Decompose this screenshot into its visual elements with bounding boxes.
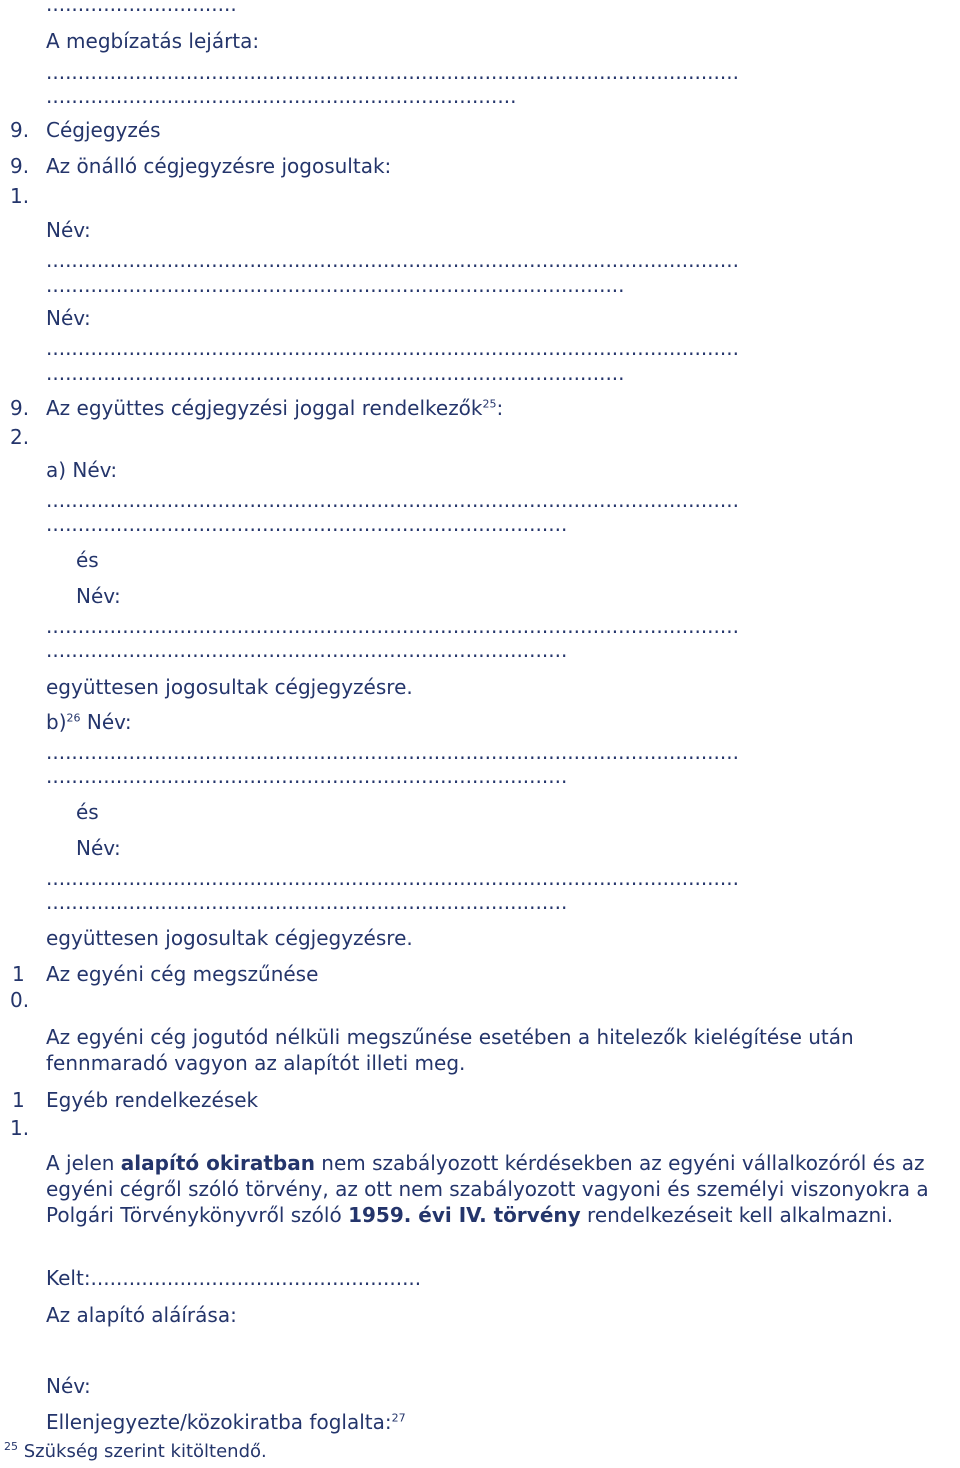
dots-line: .............................................................................................................	[46, 338, 739, 358]
section-paragraph: A jelen alapító okiratban nem szabályozott kérdésekben az egyéni vállalkozóról és az egyéni cégről szóló törvény, az ott nem szabályozott vagyoni és személyi viszonyokra a Polgári Törvénykönyvről szóló 1959. évi IV. törvény rendelkezéseit kell alkalmazni.	[46, 1151, 929, 1227]
dated-line: Kelt:....................................................	[46, 1266, 422, 1290]
dots-line: .............................................................................................................	[46, 868, 739, 888]
dots-line: ...........................................................................................	[46, 363, 625, 383]
section-title: Az önálló cégjegyzésre jogosultak:	[46, 154, 392, 178]
dots-line: .............................................................................................................	[46, 62, 739, 82]
dots-line: ..................................................................................	[46, 892, 568, 912]
section-number: 9.	[10, 154, 30, 178]
name-label: Név:	[46, 218, 91, 242]
name-label: Név:	[46, 1374, 91, 1398]
section-title: Cégjegyzés	[46, 118, 161, 142]
section-number: 0.	[10, 988, 30, 1012]
name-label: Név:	[76, 584, 121, 608]
section-number: 9.	[10, 396, 30, 420]
dots-line: ...........................................................................................	[46, 275, 625, 295]
dots-line: .............................................................................................................	[46, 490, 739, 510]
name-label: Név:	[76, 836, 121, 860]
dots-line: ..........................................................................	[46, 86, 517, 106]
and-label: és	[76, 548, 99, 572]
name-label: b)$^{26}$ Név:	[46, 710, 132, 734]
dots-line: ..................................................................................	[46, 640, 568, 660]
dots-line: .............................................................................................................	[46, 250, 739, 270]
section-number: 9.	[10, 118, 30, 142]
dots-line: .............................................................................................................	[46, 742, 739, 762]
countersigned-label: Ellenjegyezte/közokiratba foglalta:$^{27}$	[46, 1410, 406, 1434]
expiry-label: A megbízatás lejárta:	[46, 29, 260, 53]
section-number: 2.	[10, 425, 30, 449]
section-paragraph: Az egyéni cég jogutód nélküli megszűnése esetében a hitelezők kielégítése után fennmaradó vagyon az alapítót illeti meg.	[46, 1025, 854, 1075]
name-label: Név:	[46, 306, 91, 330]
dots-line: .............................................................................................................	[46, 616, 739, 636]
jointly-label: együttesen jogosultak cégjegyzésre.	[46, 675, 413, 699]
signature-label: Az alapító aláírása:	[46, 1303, 237, 1327]
footnote-number: 25	[4, 1440, 18, 1453]
footnote-ref: 25	[482, 397, 497, 411]
and-label: és	[76, 800, 99, 824]
dots-line: ..................................................................................	[46, 514, 568, 534]
footnote-ref: 27	[391, 1411, 406, 1425]
section-title: Egyéb rendelkezések	[46, 1088, 259, 1112]
section-number: 1	[12, 962, 25, 986]
section-title: Az együttes cégjegyzési joggal rendelkezők$^{25}$:	[46, 396, 504, 420]
dots-line: ..................................................................................	[46, 766, 568, 786]
section-title: Az egyéni cég megszűnése	[46, 962, 319, 986]
dots-line: ..............................	[46, 0, 237, 14]
footnote-ref: 26	[66, 711, 81, 725]
section-number: 1.	[10, 1116, 30, 1140]
section-number: 1.	[10, 184, 30, 208]
section-number: 1	[12, 1088, 25, 1112]
name-label: a) Név:	[46, 458, 118, 482]
jointly-label: együttesen jogosultak cégjegyzésre.	[46, 926, 413, 950]
footnote: $^{25}$ Szükség szerint kitöltendő.	[4, 1440, 267, 1462]
